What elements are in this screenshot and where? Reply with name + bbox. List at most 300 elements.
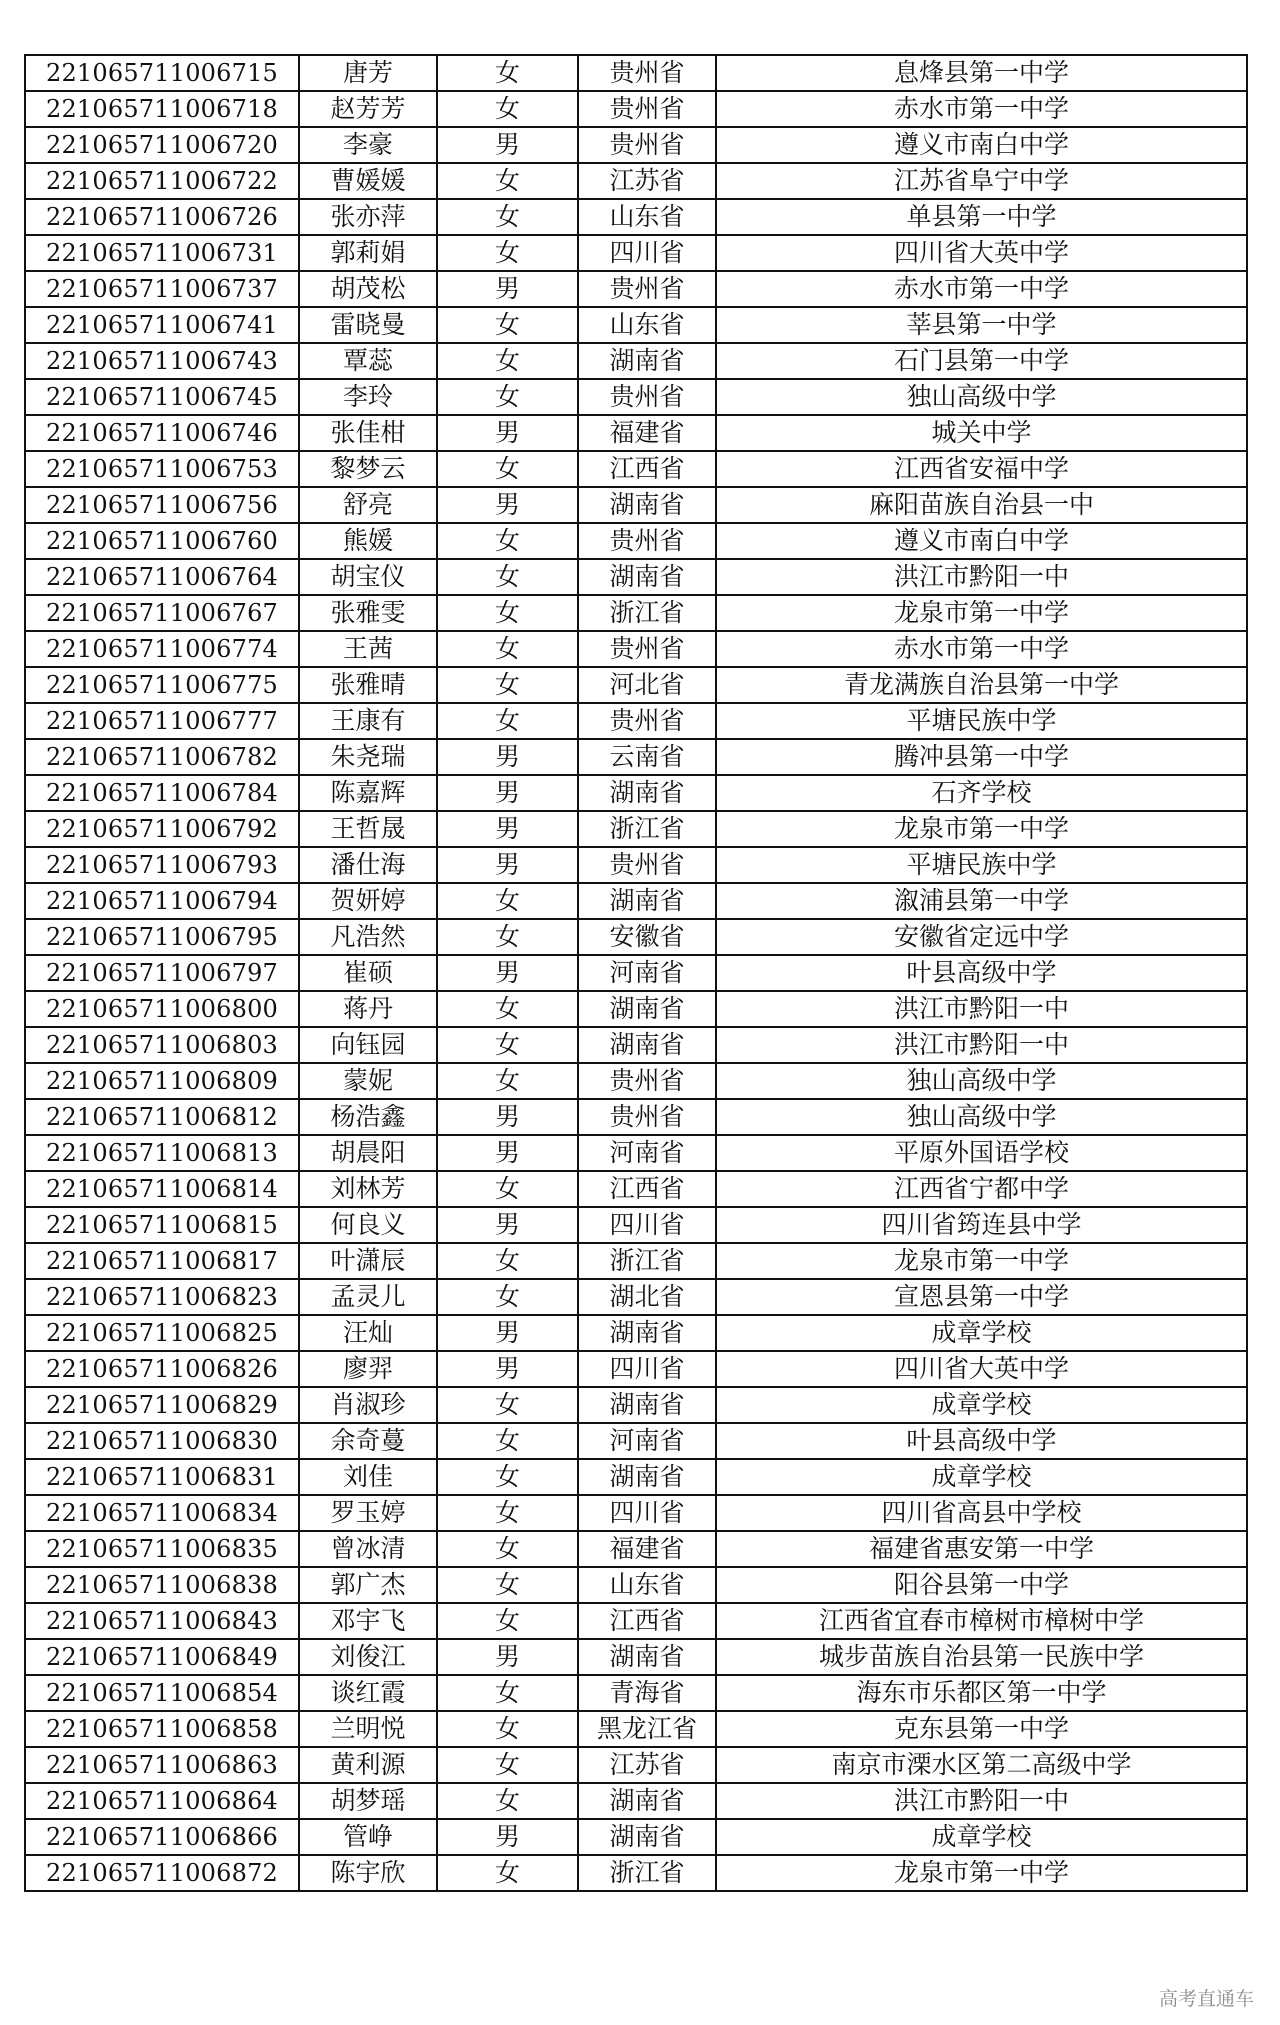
table-row bbox=[25, 199, 1247, 235]
province-cell: 四川省 bbox=[578, 235, 716, 271]
province-cell: 贵州省 bbox=[578, 523, 716, 559]
name-cell: 陈宇欣 bbox=[299, 1855, 437, 1891]
exam-number-cell: 221065711006767 bbox=[25, 595, 299, 631]
table-row bbox=[25, 163, 1247, 199]
name-cell: 刘佳 bbox=[299, 1459, 437, 1495]
province-cell: 湖南省 bbox=[578, 883, 716, 919]
table-row bbox=[25, 1099, 1247, 1135]
name-cell: 孟灵儿 bbox=[299, 1279, 437, 1315]
exam-number-cell: 221065711006797 bbox=[25, 955, 299, 991]
table-row bbox=[25, 1279, 1247, 1315]
exam-number-cell: 221065711006737 bbox=[25, 271, 299, 307]
school-cell: 独山高级中学 bbox=[716, 379, 1247, 415]
school-cell: 青龙满族自治县第一中学 bbox=[716, 667, 1247, 703]
gender-cell: 女 bbox=[437, 1531, 578, 1567]
gender-cell: 女 bbox=[437, 163, 578, 199]
exam-number-cell: 221065711006777 bbox=[25, 703, 299, 739]
school-cell: 叶县高级中学 bbox=[716, 1423, 1247, 1459]
table-row bbox=[25, 1819, 1247, 1855]
province-cell: 贵州省 bbox=[578, 91, 716, 127]
exam-number-cell: 221065711006812 bbox=[25, 1099, 299, 1135]
table-row bbox=[25, 739, 1247, 775]
table-row bbox=[25, 811, 1247, 847]
province-cell: 贵州省 bbox=[578, 631, 716, 667]
exam-number-cell: 221065711006854 bbox=[25, 1675, 299, 1711]
school-cell: 江西省安福中学 bbox=[716, 451, 1247, 487]
province-cell: 贵州省 bbox=[578, 703, 716, 739]
gender-cell: 男 bbox=[437, 955, 578, 991]
school-cell: 叶县高级中学 bbox=[716, 955, 1247, 991]
table-row bbox=[25, 1423, 1247, 1459]
province-cell: 湖南省 bbox=[578, 775, 716, 811]
name-cell: 胡梦瑶 bbox=[299, 1783, 437, 1819]
gender-cell: 男 bbox=[437, 1639, 578, 1675]
province-cell: 浙江省 bbox=[578, 1855, 716, 1891]
name-cell: 向钰园 bbox=[299, 1027, 437, 1063]
exam-number-cell: 221065711006834 bbox=[25, 1495, 299, 1531]
school-cell: 江苏省阜宁中学 bbox=[716, 163, 1247, 199]
school-cell: 遵义市南白中学 bbox=[716, 127, 1247, 163]
name-cell: 陈嘉辉 bbox=[299, 775, 437, 811]
province-cell: 湖南省 bbox=[578, 559, 716, 595]
exam-number-cell: 221065711006830 bbox=[25, 1423, 299, 1459]
name-cell: 崔硕 bbox=[299, 955, 437, 991]
school-cell: 腾冲县第一中学 bbox=[716, 739, 1247, 775]
exam-number-cell: 221065711006831 bbox=[25, 1459, 299, 1495]
gender-cell: 女 bbox=[437, 343, 578, 379]
name-cell: 贺妍婷 bbox=[299, 883, 437, 919]
province-cell: 江苏省 bbox=[578, 1747, 716, 1783]
table-row bbox=[25, 415, 1247, 451]
province-cell: 青海省 bbox=[578, 1675, 716, 1711]
province-cell: 河南省 bbox=[578, 1135, 716, 1171]
province-cell: 江西省 bbox=[578, 1171, 716, 1207]
school-cell: 洪江市黔阳一中 bbox=[716, 991, 1247, 1027]
gender-cell: 女 bbox=[437, 451, 578, 487]
table-row bbox=[25, 1027, 1247, 1063]
gender-cell: 女 bbox=[437, 1063, 578, 1099]
province-cell: 四川省 bbox=[578, 1207, 716, 1243]
school-cell: 独山高级中学 bbox=[716, 1099, 1247, 1135]
exam-number-cell: 221065711006793 bbox=[25, 847, 299, 883]
name-cell: 曹媛媛 bbox=[299, 163, 437, 199]
table-row bbox=[25, 451, 1247, 487]
exam-number-cell: 221065711006803 bbox=[25, 1027, 299, 1063]
gender-cell: 男 bbox=[437, 1315, 578, 1351]
gender-cell: 女 bbox=[437, 667, 578, 703]
exam-number-cell: 221065711006829 bbox=[25, 1387, 299, 1423]
school-cell: 城步苗族自治县第一民族中学 bbox=[716, 1639, 1247, 1675]
school-cell: 平原外国语学校 bbox=[716, 1135, 1247, 1171]
province-cell: 山东省 bbox=[578, 307, 716, 343]
exam-number-cell: 221065711006809 bbox=[25, 1063, 299, 1099]
province-cell: 江西省 bbox=[578, 1603, 716, 1639]
name-cell: 廖羿 bbox=[299, 1351, 437, 1387]
table-row bbox=[25, 1783, 1247, 1819]
gender-cell: 女 bbox=[437, 1711, 578, 1747]
table-row bbox=[25, 1639, 1247, 1675]
province-cell: 四川省 bbox=[578, 1351, 716, 1387]
exam-number-cell: 221065711006718 bbox=[25, 91, 299, 127]
exam-number-cell: 221065711006760 bbox=[25, 523, 299, 559]
gender-cell: 女 bbox=[437, 1243, 578, 1279]
exam-number-cell: 221065711006745 bbox=[25, 379, 299, 415]
exam-number-cell: 221065711006815 bbox=[25, 1207, 299, 1243]
exam-number-cell: 221065711006823 bbox=[25, 1279, 299, 1315]
province-cell: 湖南省 bbox=[578, 1027, 716, 1063]
name-cell: 李豪 bbox=[299, 127, 437, 163]
table-row bbox=[25, 127, 1247, 163]
school-cell: 福建省惠安第一中学 bbox=[716, 1531, 1247, 1567]
name-cell: 王康有 bbox=[299, 703, 437, 739]
exam-number-cell: 221065711006753 bbox=[25, 451, 299, 487]
school-cell: 赤水市第一中学 bbox=[716, 271, 1247, 307]
name-cell: 管峥 bbox=[299, 1819, 437, 1855]
gender-cell: 男 bbox=[437, 271, 578, 307]
table-row bbox=[25, 1315, 1247, 1351]
province-cell: 浙江省 bbox=[578, 811, 716, 847]
name-cell: 杨浩鑫 bbox=[299, 1099, 437, 1135]
province-cell: 贵州省 bbox=[578, 271, 716, 307]
exam-number-cell: 221065711006858 bbox=[25, 1711, 299, 1747]
name-cell: 肖淑珍 bbox=[299, 1387, 437, 1423]
name-cell: 郭广杰 bbox=[299, 1567, 437, 1603]
gender-cell: 男 bbox=[437, 487, 578, 523]
gender-cell: 女 bbox=[437, 55, 578, 91]
table-row bbox=[25, 1603, 1247, 1639]
name-cell: 朱尧瑞 bbox=[299, 739, 437, 775]
table-row bbox=[25, 1387, 1247, 1423]
table-row bbox=[25, 1567, 1247, 1603]
table-row bbox=[25, 775, 1247, 811]
gender-cell: 男 bbox=[437, 847, 578, 883]
school-cell: 四川省筠连县中学 bbox=[716, 1207, 1247, 1243]
exam-number-cell: 221065711006795 bbox=[25, 919, 299, 955]
exam-number-cell: 221065711006863 bbox=[25, 1747, 299, 1783]
gender-cell: 女 bbox=[437, 307, 578, 343]
school-cell: 洪江市黔阳一中 bbox=[716, 1027, 1247, 1063]
province-cell: 湖南省 bbox=[578, 1459, 716, 1495]
school-cell: 麻阳苗族自治县一中 bbox=[716, 487, 1247, 523]
province-cell: 湖南省 bbox=[578, 1387, 716, 1423]
exam-number-cell: 221065711006813 bbox=[25, 1135, 299, 1171]
school-cell: 阳谷县第一中学 bbox=[716, 1567, 1247, 1603]
school-cell: 龙泉市第一中学 bbox=[716, 1855, 1247, 1891]
gender-cell: 女 bbox=[437, 1783, 578, 1819]
province-cell: 湖南省 bbox=[578, 1819, 716, 1855]
school-cell: 克东县第一中学 bbox=[716, 1711, 1247, 1747]
school-cell: 龙泉市第一中学 bbox=[716, 1243, 1247, 1279]
student-table bbox=[24, 54, 1248, 1892]
name-cell: 黄利源 bbox=[299, 1747, 437, 1783]
school-cell: 四川省大英中学 bbox=[716, 1351, 1247, 1387]
table-row bbox=[25, 1351, 1247, 1387]
gender-cell: 女 bbox=[437, 1675, 578, 1711]
school-cell: 城关中学 bbox=[716, 415, 1247, 451]
exam-number-cell: 221065711006794 bbox=[25, 883, 299, 919]
table-row bbox=[25, 55, 1247, 91]
province-cell: 福建省 bbox=[578, 1531, 716, 1567]
exam-number-cell: 221065711006838 bbox=[25, 1567, 299, 1603]
exam-number-cell: 221065711006826 bbox=[25, 1351, 299, 1387]
province-cell: 贵州省 bbox=[578, 1063, 716, 1099]
name-cell: 蒋丹 bbox=[299, 991, 437, 1027]
gender-cell: 女 bbox=[437, 523, 578, 559]
name-cell: 熊媛 bbox=[299, 523, 437, 559]
gender-cell: 女 bbox=[437, 1747, 578, 1783]
exam-number-cell: 221065711006825 bbox=[25, 1315, 299, 1351]
province-cell: 云南省 bbox=[578, 739, 716, 775]
watermark-text: 高考直通车 bbox=[1158, 1988, 1254, 2010]
gender-cell: 男 bbox=[437, 1207, 578, 1243]
province-cell: 湖南省 bbox=[578, 1315, 716, 1351]
province-cell: 湖南省 bbox=[578, 1783, 716, 1819]
gender-cell: 男 bbox=[437, 1819, 578, 1855]
gender-cell: 女 bbox=[437, 1423, 578, 1459]
school-cell: 成章学校 bbox=[716, 1459, 1247, 1495]
table-row bbox=[25, 1711, 1247, 1747]
table-row bbox=[25, 1171, 1247, 1207]
school-cell: 宣恩县第一中学 bbox=[716, 1279, 1247, 1315]
school-cell: 洪江市黔阳一中 bbox=[716, 559, 1247, 595]
school-cell: 龙泉市第一中学 bbox=[716, 595, 1247, 631]
province-cell: 湖南省 bbox=[578, 343, 716, 379]
province-cell: 河南省 bbox=[578, 955, 716, 991]
school-cell: 平塘民族中学 bbox=[716, 703, 1247, 739]
table-row bbox=[25, 523, 1247, 559]
school-cell: 石门县第一中学 bbox=[716, 343, 1247, 379]
name-cell: 蒙妮 bbox=[299, 1063, 437, 1099]
name-cell: 舒亮 bbox=[299, 487, 437, 523]
province-cell: 贵州省 bbox=[578, 1099, 716, 1135]
province-cell: 贵州省 bbox=[578, 847, 716, 883]
exam-number-cell: 221065711006731 bbox=[25, 235, 299, 271]
school-cell: 成章学校 bbox=[716, 1387, 1247, 1423]
exam-number-cell: 221065711006764 bbox=[25, 559, 299, 595]
province-cell: 四川省 bbox=[578, 1495, 716, 1531]
name-cell: 汪灿 bbox=[299, 1315, 437, 1351]
exam-number-cell: 221065711006872 bbox=[25, 1855, 299, 1891]
province-cell: 山东省 bbox=[578, 1567, 716, 1603]
table-row bbox=[25, 847, 1247, 883]
table-row bbox=[25, 1063, 1247, 1099]
exam-number-cell: 221065711006743 bbox=[25, 343, 299, 379]
province-cell: 江西省 bbox=[578, 451, 716, 487]
province-cell: 湖南省 bbox=[578, 1639, 716, 1675]
school-cell: 四川省大英中学 bbox=[716, 235, 1247, 271]
name-cell: 谈红霞 bbox=[299, 1675, 437, 1711]
gender-cell: 女 bbox=[437, 1855, 578, 1891]
gender-cell: 男 bbox=[437, 415, 578, 451]
table-row bbox=[25, 559, 1247, 595]
name-cell: 郭莉娟 bbox=[299, 235, 437, 271]
province-cell: 浙江省 bbox=[578, 1243, 716, 1279]
table-row bbox=[25, 307, 1247, 343]
province-cell: 贵州省 bbox=[578, 127, 716, 163]
name-cell: 余奇蔓 bbox=[299, 1423, 437, 1459]
gender-cell: 女 bbox=[437, 1603, 578, 1639]
table-row bbox=[25, 955, 1247, 991]
province-cell: 河南省 bbox=[578, 1423, 716, 1459]
gender-cell: 女 bbox=[437, 1459, 578, 1495]
name-cell: 唐芳 bbox=[299, 55, 437, 91]
province-cell: 安徽省 bbox=[578, 919, 716, 955]
exam-number-cell: 221065711006774 bbox=[25, 631, 299, 667]
table-row bbox=[25, 595, 1247, 631]
school-cell: 石齐学校 bbox=[716, 775, 1247, 811]
table-row bbox=[25, 487, 1247, 523]
table-row bbox=[25, 1495, 1247, 1531]
exam-number-cell: 221065711006746 bbox=[25, 415, 299, 451]
school-cell: 江西省宜春市樟树市樟树中学 bbox=[716, 1603, 1247, 1639]
school-cell: 遵义市南白中学 bbox=[716, 523, 1247, 559]
gender-cell: 女 bbox=[437, 595, 578, 631]
gender-cell: 男 bbox=[437, 1351, 578, 1387]
gender-cell: 女 bbox=[437, 883, 578, 919]
table-row bbox=[25, 1747, 1247, 1783]
name-cell: 张佳柑 bbox=[299, 415, 437, 451]
school-cell: 单县第一中学 bbox=[716, 199, 1247, 235]
school-cell: 赤水市第一中学 bbox=[716, 631, 1247, 667]
gender-cell: 男 bbox=[437, 811, 578, 847]
name-cell: 张雅雯 bbox=[299, 595, 437, 631]
name-cell: 张雅晴 bbox=[299, 667, 437, 703]
exam-number-cell: 221065711006726 bbox=[25, 199, 299, 235]
name-cell: 叶潇辰 bbox=[299, 1243, 437, 1279]
table-row bbox=[25, 235, 1247, 271]
school-cell: 四川省高县中学校 bbox=[716, 1495, 1247, 1531]
gender-cell: 女 bbox=[437, 1495, 578, 1531]
school-cell: 安徽省定远中学 bbox=[716, 919, 1247, 955]
name-cell: 覃蕊 bbox=[299, 343, 437, 379]
exam-number-cell: 221065711006835 bbox=[25, 1531, 299, 1567]
exam-number-cell: 221065711006817 bbox=[25, 1243, 299, 1279]
table-row bbox=[25, 91, 1247, 127]
name-cell: 李玲 bbox=[299, 379, 437, 415]
gender-cell: 女 bbox=[437, 631, 578, 667]
school-cell: 成章学校 bbox=[716, 1315, 1247, 1351]
gender-cell: 女 bbox=[437, 235, 578, 271]
province-cell: 黑龙江省 bbox=[578, 1711, 716, 1747]
admission-list-sheet bbox=[24, 54, 1246, 1892]
table-row bbox=[25, 271, 1247, 307]
exam-number-cell: 221065711006814 bbox=[25, 1171, 299, 1207]
school-cell: 赤水市第一中学 bbox=[716, 91, 1247, 127]
gender-cell: 女 bbox=[437, 1171, 578, 1207]
name-cell: 何良义 bbox=[299, 1207, 437, 1243]
name-cell: 兰明悦 bbox=[299, 1711, 437, 1747]
province-cell: 江苏省 bbox=[578, 163, 716, 199]
gender-cell: 女 bbox=[437, 703, 578, 739]
province-cell: 贵州省 bbox=[578, 55, 716, 91]
exam-number-cell: 221065711006792 bbox=[25, 811, 299, 847]
exam-number-cell: 221065711006800 bbox=[25, 991, 299, 1027]
exam-number-cell: 221065711006722 bbox=[25, 163, 299, 199]
name-cell: 王茜 bbox=[299, 631, 437, 667]
exam-number-cell: 221065711006866 bbox=[25, 1819, 299, 1855]
exam-number-cell: 221065711006756 bbox=[25, 487, 299, 523]
province-cell: 湖南省 bbox=[578, 487, 716, 523]
province-cell: 山东省 bbox=[578, 199, 716, 235]
province-cell: 湖北省 bbox=[578, 1279, 716, 1315]
gender-cell: 女 bbox=[437, 991, 578, 1027]
table-row bbox=[25, 703, 1247, 739]
table-row bbox=[25, 883, 1247, 919]
exam-number-cell: 221065711006849 bbox=[25, 1639, 299, 1675]
name-cell: 胡晨阳 bbox=[299, 1135, 437, 1171]
gender-cell: 女 bbox=[437, 559, 578, 595]
table-row bbox=[25, 379, 1247, 415]
exam-number-cell: 221065711006775 bbox=[25, 667, 299, 703]
school-cell: 息烽县第一中学 bbox=[716, 55, 1247, 91]
table-row bbox=[25, 1459, 1247, 1495]
school-cell: 独山高级中学 bbox=[716, 1063, 1247, 1099]
table-row bbox=[25, 667, 1247, 703]
gender-cell: 男 bbox=[437, 739, 578, 775]
student-table-body bbox=[25, 55, 1247, 1891]
table-row bbox=[25, 1531, 1247, 1567]
exam-number-cell: 221065711006741 bbox=[25, 307, 299, 343]
exam-number-cell: 221065711006720 bbox=[25, 127, 299, 163]
gender-cell: 男 bbox=[437, 775, 578, 811]
exam-number-cell: 221065711006843 bbox=[25, 1603, 299, 1639]
table-row bbox=[25, 1207, 1247, 1243]
table-row bbox=[25, 919, 1247, 955]
name-cell: 雷晓曼 bbox=[299, 307, 437, 343]
province-cell: 河北省 bbox=[578, 667, 716, 703]
gender-cell: 女 bbox=[437, 91, 578, 127]
table-row bbox=[25, 343, 1247, 379]
school-cell: 平塘民族中学 bbox=[716, 847, 1247, 883]
name-cell: 邓宇飞 bbox=[299, 1603, 437, 1639]
table-row bbox=[25, 631, 1247, 667]
school-cell: 南京市溧水区第二高级中学 bbox=[716, 1747, 1247, 1783]
name-cell: 凡浩然 bbox=[299, 919, 437, 955]
school-cell: 莘县第一中学 bbox=[716, 307, 1247, 343]
name-cell: 刘俊江 bbox=[299, 1639, 437, 1675]
province-cell: 湖南省 bbox=[578, 991, 716, 1027]
school-cell: 溆浦县第一中学 bbox=[716, 883, 1247, 919]
province-cell: 福建省 bbox=[578, 415, 716, 451]
name-cell: 胡茂松 bbox=[299, 271, 437, 307]
table-row bbox=[25, 991, 1247, 1027]
gender-cell: 女 bbox=[437, 1387, 578, 1423]
gender-cell: 男 bbox=[437, 127, 578, 163]
exam-number-cell: 221065711006715 bbox=[25, 55, 299, 91]
school-cell: 龙泉市第一中学 bbox=[716, 811, 1247, 847]
school-cell: 成章学校 bbox=[716, 1819, 1247, 1855]
name-cell: 刘林芳 bbox=[299, 1171, 437, 1207]
gender-cell: 男 bbox=[437, 1099, 578, 1135]
gender-cell: 女 bbox=[437, 1027, 578, 1063]
table-row bbox=[25, 1675, 1247, 1711]
province-cell: 浙江省 bbox=[578, 595, 716, 631]
name-cell: 潘仕海 bbox=[299, 847, 437, 883]
school-cell: 江西省宁都中学 bbox=[716, 1171, 1247, 1207]
exam-number-cell: 221065711006784 bbox=[25, 775, 299, 811]
gender-cell: 女 bbox=[437, 1567, 578, 1603]
exam-number-cell: 221065711006782 bbox=[25, 739, 299, 775]
gender-cell: 男 bbox=[437, 1135, 578, 1171]
gender-cell: 女 bbox=[437, 919, 578, 955]
table-row bbox=[25, 1243, 1247, 1279]
name-cell: 张亦萍 bbox=[299, 199, 437, 235]
gender-cell: 女 bbox=[437, 379, 578, 415]
name-cell: 曾冰清 bbox=[299, 1531, 437, 1567]
table-row bbox=[25, 1135, 1247, 1171]
name-cell: 罗玉婷 bbox=[299, 1495, 437, 1531]
name-cell: 胡宝仪 bbox=[299, 559, 437, 595]
